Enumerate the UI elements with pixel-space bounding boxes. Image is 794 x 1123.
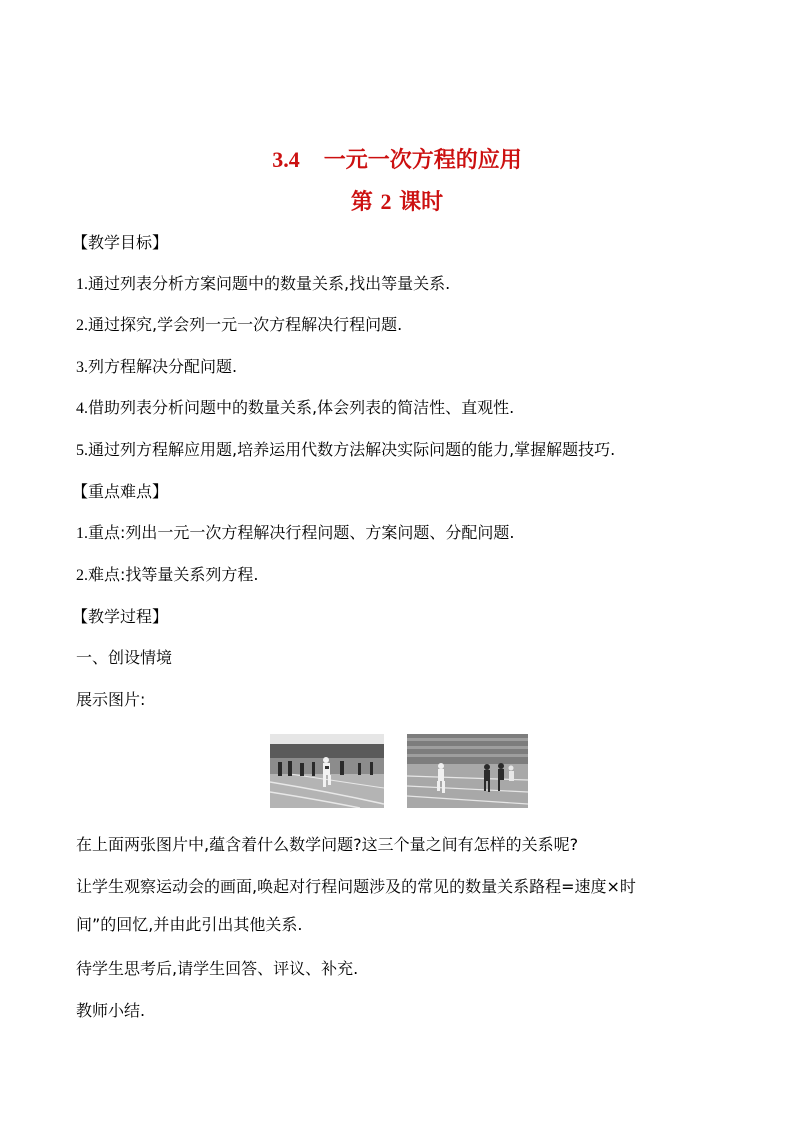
goal-num: 5. (76, 442, 88, 459)
goal-item-5 (76, 439, 615, 462)
keypoint-text: 难点:找等量关系列方程. (88, 565, 259, 584)
goal-text: 借助列表分析问题中的数量关系,体会列表的简洁性、直观性. (88, 398, 515, 417)
goal-num: 4. (76, 400, 88, 417)
goal-item-3 (76, 356, 237, 379)
process-heading: 【教学过程】 (72, 607, 169, 626)
section-number: 3.4 (272, 147, 300, 172)
keypoint-item-2 (76, 564, 258, 587)
keypoint-text: 重点:列出一元一次方程解决行程问题、方案问题、分配问题. (88, 523, 515, 542)
title-text: 一元一次方程的应用 (323, 148, 522, 173)
goals-heading: 【教学目标】 (72, 233, 169, 252)
goal-item-1 (76, 273, 450, 296)
observe-text-line1: 让学生观察运动会的画面,唤起对行程问题涉及的常见的数量关系路程=速度×时 (76, 877, 636, 896)
keypoint-num: 2. (76, 567, 88, 584)
lesson-subtitle (0, 188, 794, 217)
race-photo-1 (270, 734, 384, 808)
show-pictures-text: 展示图片: (76, 690, 146, 709)
question-text: 在上面两张图片中,蕴含着什么数学问题?这三个量之间有怎样的关系呢? (76, 835, 579, 854)
step-heading: 一、创设情境 (76, 648, 173, 667)
keypoint-num: 1. (76, 525, 88, 542)
goal-text: 通过列表分析方案问题中的数量关系,找出等量关系. (88, 274, 451, 293)
goal-text: 通过探究,学会列一元一次方程解决行程问题. (88, 315, 403, 334)
lesson-prefix: 第 (350, 190, 373, 215)
goal-item-2 (76, 314, 402, 337)
goal-num: 2. (76, 317, 88, 334)
summary-text: 教师小结. (76, 1001, 146, 1020)
discuss-text: 待学生思考后,请学生回答、评议、补充. (76, 959, 359, 978)
keypoints-heading: 【重点难点】 (72, 482, 169, 501)
lesson-number: 2 (380, 189, 392, 214)
goal-num: 1. (76, 276, 88, 293)
observe-text-line2: 间”的回忆,并由此引出其他关系. (76, 915, 303, 934)
goal-text: 通过列方程解应用题,培养运用代数方法解决实际问题的能力,掌握解题技巧. (88, 440, 616, 459)
goal-num: 3. (76, 359, 88, 376)
race-photo-2 (407, 734, 528, 808)
goal-item-4 (76, 397, 514, 420)
goal-text: 列方程解决分配问题. (88, 357, 238, 376)
lesson-suffix: 课时 (399, 190, 444, 215)
keypoint-item-1 (76, 522, 514, 545)
lesson-title (0, 146, 794, 175)
